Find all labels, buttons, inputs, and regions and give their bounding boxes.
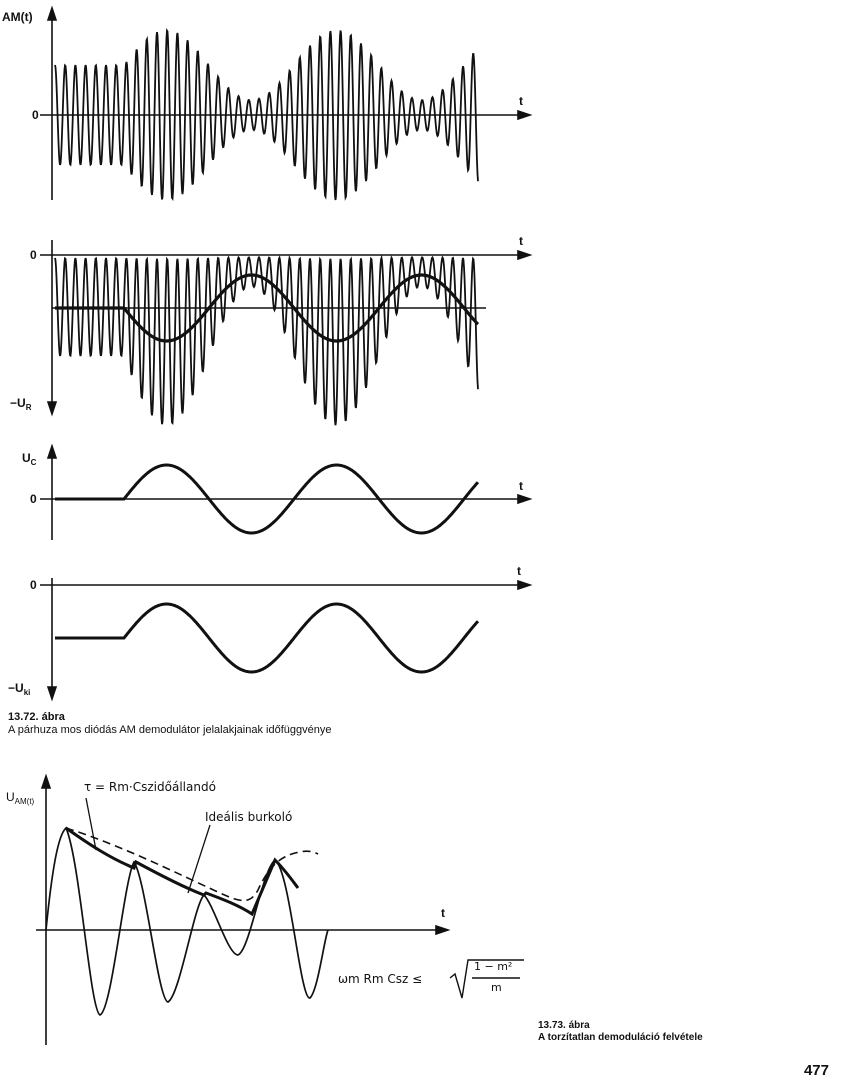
panel-d-xlabel: t xyxy=(517,564,521,578)
panel-a-zero: 0 xyxy=(32,108,39,122)
panel-c-axes xyxy=(40,446,530,540)
caption-1373-text: A torzítatlan demoduláció felvétele xyxy=(538,1032,703,1043)
fig1373-formula-numerator: 1 − m² xyxy=(474,960,513,973)
panel-a-ylabel: AM(t) xyxy=(2,10,33,24)
panel-a-xlabel: t xyxy=(519,94,523,108)
fig1373-formula-lhs: ωm Rm Csz ≤ xyxy=(338,972,423,986)
caption-1372-text: A párhuza mos diódás AM demodulátor jelalakjainak időfüggvénye xyxy=(8,724,332,736)
caption-1373 xyxy=(538,1020,703,1044)
panel-a-am-signal xyxy=(55,31,478,201)
fig1373-formula-denominator: m xyxy=(491,981,502,994)
fig1373-xlabel: t xyxy=(441,906,445,920)
caption-1372 xyxy=(8,711,331,737)
panel-c-zero: 0 xyxy=(30,492,37,506)
fig1373-ylabel: $U_{AM(t)}$ xyxy=(6,790,35,806)
panel-b-ylabel: $-U_R$ xyxy=(10,396,32,412)
panel-d-ylabel: $-U_{ki}$ xyxy=(8,681,31,697)
fig1373-rc-envelope xyxy=(66,828,298,914)
panel-b-zero: 0 xyxy=(30,248,37,262)
fig1373-carrier xyxy=(46,828,328,1015)
caption-1372-number: 13.72. ábra xyxy=(8,711,65,723)
fig1373-ideal-annotation: Ideális burkoló xyxy=(205,810,293,824)
panel-d-zero: 0 xyxy=(30,578,37,592)
panel-c-ylabel: $U_C$ xyxy=(22,451,37,467)
caption-1373-number: 13.73. ábra xyxy=(538,1020,590,1031)
panel-c-xlabel: t xyxy=(519,479,523,493)
fig1373-tau-annotation: τ = Rm·Cszidőállandó xyxy=(84,780,216,794)
fig1373-pointers xyxy=(86,798,210,893)
panel-b-xlabel: t xyxy=(519,234,523,248)
panel-b-rectified-signal xyxy=(55,257,478,425)
page-number: 477 xyxy=(803,1062,829,1079)
panel-d-output-voltage xyxy=(55,604,478,672)
